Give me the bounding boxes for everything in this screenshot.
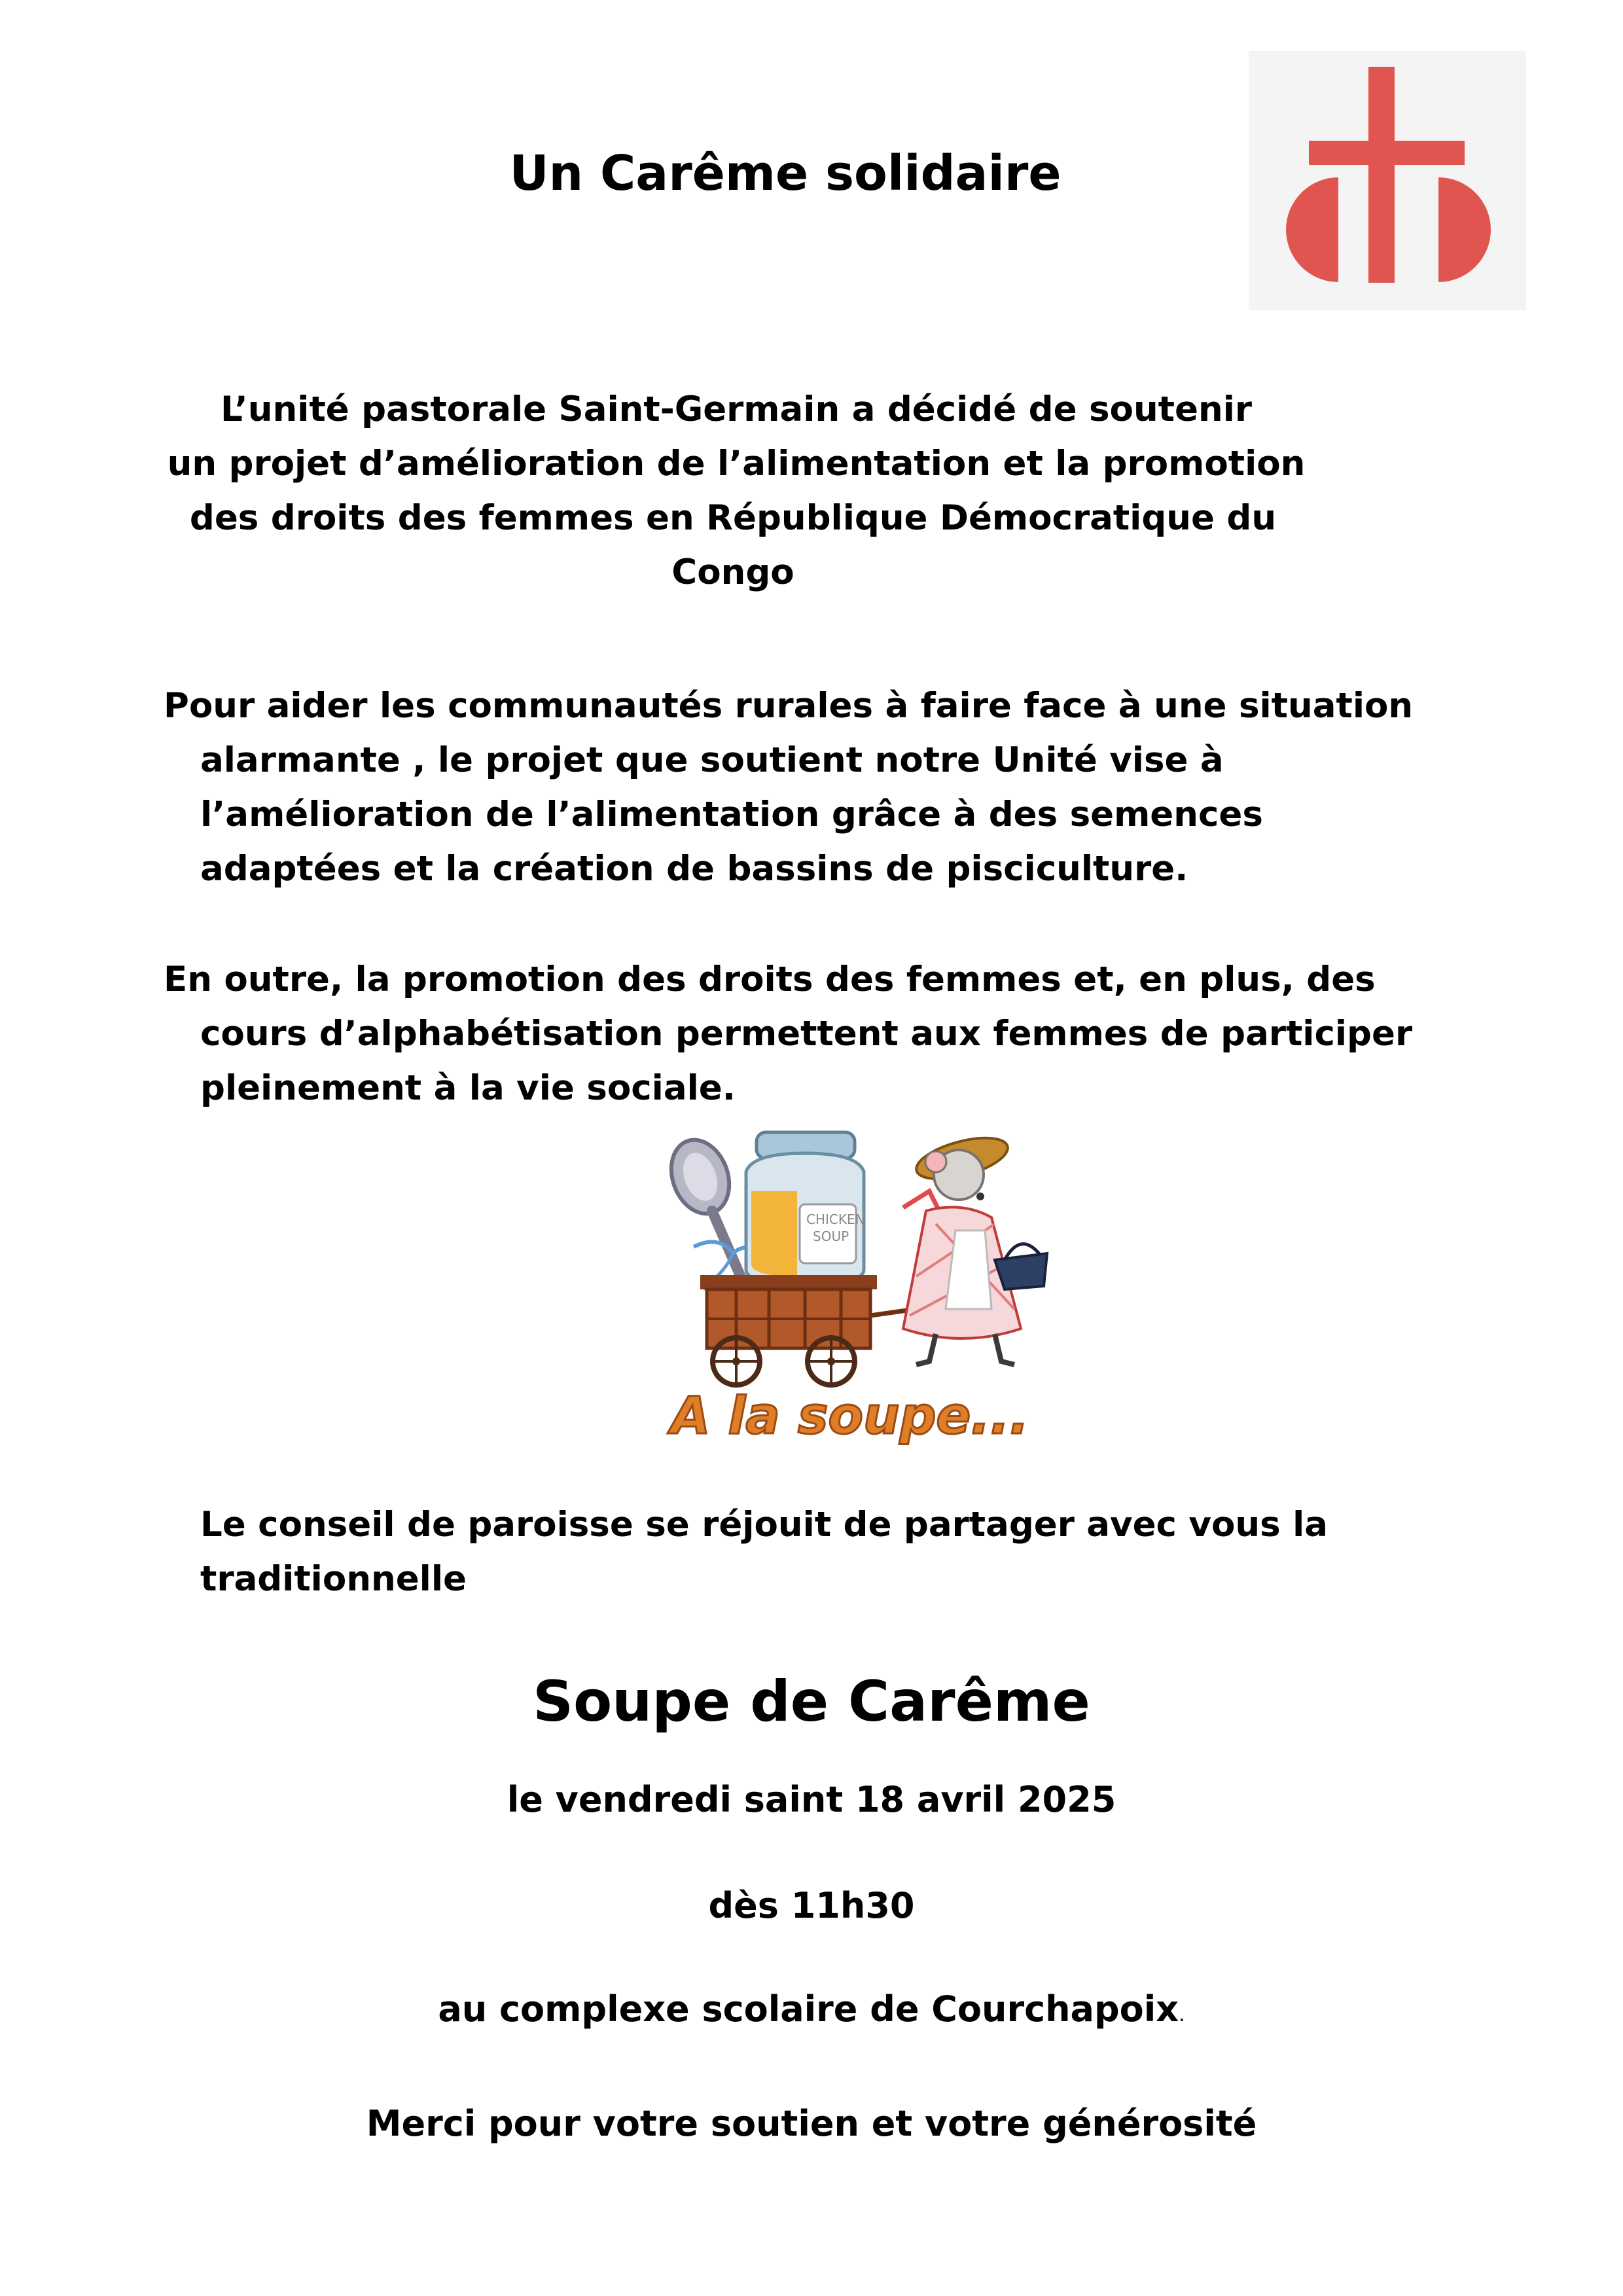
soup-illustration-art	[628, 1113, 1060, 1453]
event-place-line	[0, 1983, 1623, 2041]
event-place: au complexe scolaire de Courchapoix	[438, 1988, 1179, 2030]
paragraph-line: alarmante , le projet que soutient notre Unité vise à	[200, 740, 1224, 780]
event-time: dès 11h30	[708, 1885, 915, 1926]
conseil-paragraph	[200, 1498, 1575, 1606]
paragraph-line: cours d’alphabétisation permettent aux femmes de participer	[200, 1014, 1413, 1054]
paragraph-line: traditionnelle	[200, 1559, 467, 1599]
event-title: Soupe de Carême	[533, 1669, 1090, 1734]
paragraph-line: Le conseil de paroisse se réjouit de partager avec vous la	[200, 1505, 1329, 1545]
women-rights-paragraph	[164, 952, 1571, 1115]
intro-line: des droits des femmes en République Démocratique du	[189, 498, 1277, 538]
svg-text:SOUP: SOUP	[813, 1229, 849, 1244]
svg-text:CHICKEN: CHICKEN	[806, 1211, 865, 1227]
paragraph-line: Pour aider les communautés rurales à faire face à une situation	[164, 686, 1414, 726]
thanks-line: Merci pour votre soutien et votre générosité	[366, 2103, 1257, 2144]
illustration-caption: A la soupe...	[671, 1387, 1029, 1446]
intro-line: L’unité pastorale Saint-Germain a décidé de soutenir	[221, 389, 1252, 429]
event-place-suffix: .	[1179, 2003, 1185, 2026]
intro-line: Congo	[671, 552, 794, 592]
paragraph-line: l’amélioration de l’alimentation grâce à des semences	[200, 795, 1263, 834]
paragraph-line: En outre, la promotion des droits des femmes et, en plus, des	[164, 960, 1376, 999]
paragraph-line: pleinement à la vie sociale.	[200, 1068, 736, 1108]
event-date: le vendredi saint 18 avril 2025	[507, 1779, 1116, 1820]
cross-logo-icon	[1249, 51, 1526, 310]
paragraph-line: adaptées et la création de bassins de pisciculture.	[200, 849, 1188, 889]
soup-cart-mouse-illustration	[628, 1113, 1060, 1453]
intro-line: un projet d’amélioration de l’alimentation et la promotion	[167, 444, 1306, 484]
page-title: Un Carême solidaire	[509, 145, 1061, 202]
intro-paragraph	[0, 382, 1623, 600]
project-paragraph	[164, 679, 1571, 896]
